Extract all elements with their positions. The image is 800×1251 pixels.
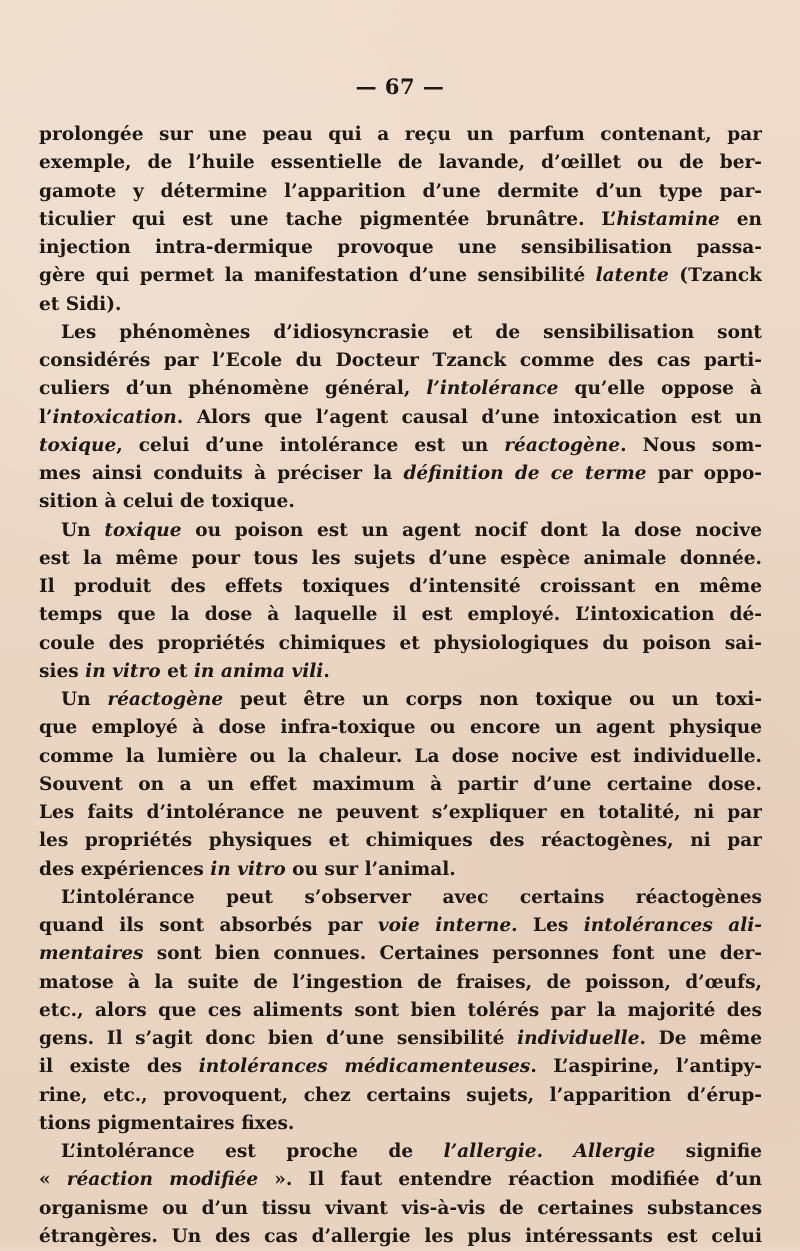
italic-term: toxique [104, 519, 182, 541]
text-line: matose à la suite de l’ingestion de fraises, de poisson, d’œufs, [39, 971, 762, 993]
text-line: gamote y détermine l’apparition d’une dermite d’un type par- [39, 180, 762, 202]
italic-term: intolérances médicamenteuses [198, 1056, 531, 1078]
text-line: rine, etc., provoquent, chez certains sujets, l’apparition d’érup- [39, 1084, 762, 1106]
text-line: et Sidi). [39, 293, 122, 315]
italic-term: réactogène [504, 434, 621, 456]
text-line: il existe des intolérances médicamenteuses. L’aspirine, l’antipy- [39, 1056, 762, 1078]
text-line: injection intra-dermique provoque une sensibilisation passa- [39, 237, 762, 258]
italic-term: voie interne [377, 915, 512, 936]
text-line: organisme ou d’un tissu vivant vis-à-vis de certaines substances [39, 1197, 762, 1219]
text-line: gens. Il s’agit donc bien d’une sensibilité individuelle. De même [39, 1028, 762, 1049]
text-line: mes ainsi conduits à préciser la définition de ce terme par oppo- [39, 463, 762, 484]
text-line: est la même pour tous les sujets d’une espèce animale donnée. [39, 547, 762, 569]
text-line: sies in vitro et in anima vili. [39, 660, 330, 682]
text-line: sition à celui de toxique. [39, 491, 295, 513]
text-line: toxique, celui d’une intolérance est un réactogène. Nous som- [39, 434, 762, 456]
text-line: Souvent on a un effet maximum à partir d’une certaine dose. [39, 773, 762, 795]
italic-term: toxique [39, 434, 117, 456]
italic-term: in vitro [85, 660, 161, 682]
italic-term: in anima vili [193, 660, 324, 682]
text-line: « réaction modifiée ». Il faut entendre réaction modifiée d’un [39, 1169, 762, 1191]
text-line: etc., alors que ces aliments sont bien tolérés par la majorité des [39, 999, 762, 1021]
text-line: L’intolérance peut s’observer avec certains réactogènes [61, 886, 762, 908]
text-line: Les faits d’intolérance ne peuvent s’expliquer en totalité, ni par [39, 802, 762, 823]
text-line: les propriétés physiques et chimiques des réactogènes, ni par [39, 830, 762, 852]
italic-term: histamine [616, 208, 720, 230]
body-text [39, 121, 762, 1251]
italic-term: intoxication [52, 406, 177, 428]
text-line: l’intoxication. Alors que l’agent causal d’une intoxication est un [39, 406, 762, 428]
text-line: coule des propriétés chimiques et physiologiques du poison sai- [39, 632, 762, 654]
text-line: mentaires sont bien connues. Certaines personnes font une der- [39, 943, 762, 965]
italic-term: individuelle [517, 1028, 640, 1049]
text-line: quand ils sont absorbés par voie interne. Les intolérances ali- [39, 915, 762, 936]
text-line: considérés par l’Ecole du Docteur Tzanck comme des cas parti- [39, 350, 762, 371]
text-line: étrangères. Un des cas d’allergie les plus intéressants est celui [39, 1225, 762, 1247]
text-line: Un toxique ou poison est un agent nocif dont la dose nocive [61, 519, 762, 541]
text-line: L’intolérance est proche de l’allergie. Allergie signifie [61, 1141, 762, 1162]
text-line: tions pigmentaires fixes. [39, 1112, 295, 1134]
text-line: Un réactogène peut être un corps non toxique ou un toxi- [61, 689, 762, 710]
italic-term: réaction modifiée [66, 1169, 259, 1191]
italic-term: in vitro [210, 858, 286, 880]
text-line: Les phénomènes d’idiosyncrasie et de sensibilisation sont [61, 321, 762, 343]
italic-term: définition de ce terme [403, 463, 647, 484]
italic-term: réactogène [107, 689, 224, 710]
text-line: culiers d’un phénomène général, l’intolérance qu’elle oppose à [39, 378, 762, 400]
text-line: des expériences in vitro ou sur l’animal. [39, 858, 456, 880]
text-line: Il produit des effets toxiques d’intensité croissant en même [39, 576, 762, 597]
text-line: ticulier qui est une tache pigmentée brunâtre. L’histamine en [39, 208, 762, 230]
text-line: que employé à dose infra-toxique ou encore un agent physique [39, 717, 762, 739]
italic-term: Allergie [573, 1141, 656, 1162]
italic-term: l’intolérance [426, 378, 559, 400]
italic-term: mentaires [39, 943, 144, 965]
text-line: temps que la dose à laquelle il est employé. L’intoxication dé- [39, 604, 762, 626]
text-line: gère qui permet la manifestation d’une sensibilité latente (Tzanck [39, 265, 762, 287]
page-number: — 67 — [355, 74, 445, 99]
italic-term: intolérances ali- [583, 915, 762, 936]
text-line: prolongée sur une peau qui a reçu un parfum contenant, par [39, 124, 762, 145]
text-line: exemple, de l’huile essentielle de lavande, d’œillet ou de ber- [39, 152, 762, 174]
text-line: comme la lumière ou la chaleur. La dose nocive est individuelle. [39, 745, 762, 767]
italic-term: latente [595, 265, 669, 287]
italic-term: l’allergie [443, 1141, 537, 1162]
